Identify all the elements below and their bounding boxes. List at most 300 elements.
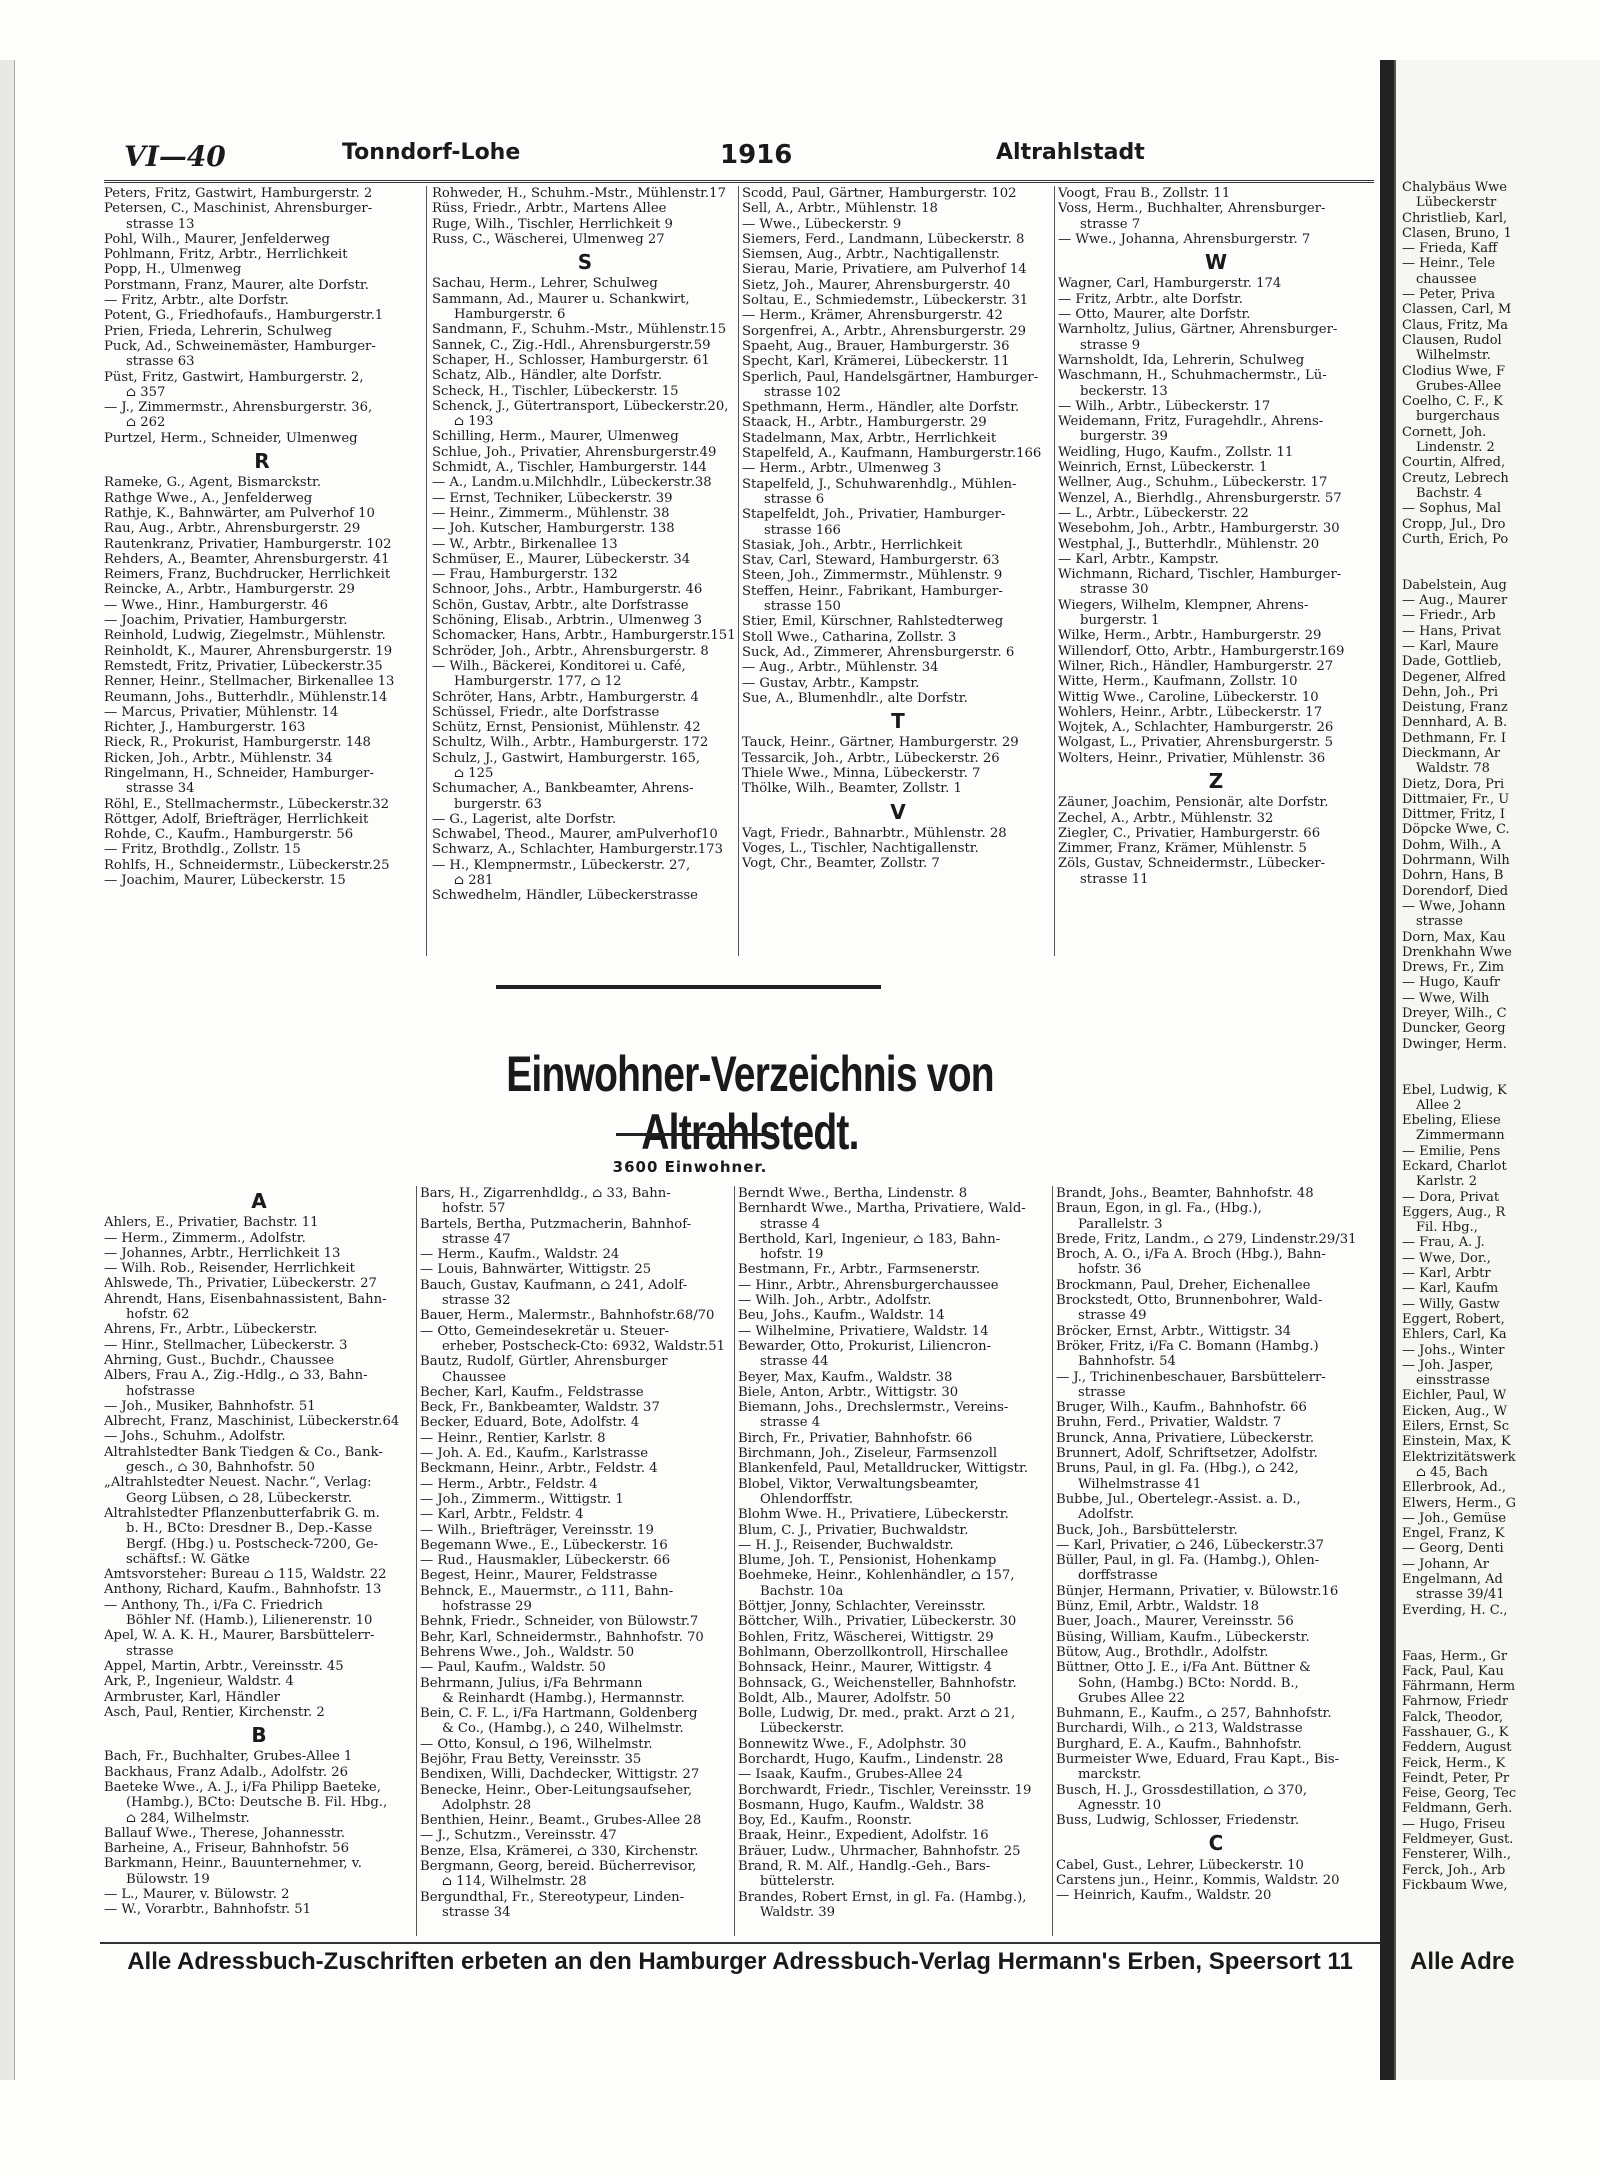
directory-entry: Sierau, Marie, Privatiere, am Pulverhof 14 (742, 262, 1027, 278)
directory-entry: Warnsholdt, Ida, Lehrerin, Schulweg (1058, 352, 1305, 368)
directory-entry: Sandmann, F., Schuhm.-Mstr., Mühlenstr.15 (432, 322, 727, 338)
directory-entry: Brand, R. M. Alf., Handlg.-Geh., Bars- (738, 1859, 991, 1875)
adjacent-entry: Fährmann, Herm (1402, 1679, 1516, 1695)
directory-entry: Sietz, Joh., Maurer, Ahrensburgerstr. 40 (742, 277, 1011, 293)
directory-entry: Wesebohm, Joh., Arbtr., Hamburgerstr. 30 (1058, 521, 1340, 537)
adjacent-entry: Ebel, Ludwig, K (1402, 1082, 1507, 1098)
adjacent-entry: Feddern, August (1402, 1740, 1512, 1756)
column-rule (1052, 1186, 1053, 1936)
directory-entry: Barkmann, Heinr., Bauunternehmer, v. (104, 1856, 362, 1872)
directory-entry: strasse 34 (126, 781, 195, 797)
directory-entry: — Hinr., Arbtr., Ahrensburgerchaussee (738, 1277, 999, 1293)
directory-entry: Ricken, Joh., Arbtr., Mühlenstr. 34 (104, 750, 333, 766)
directory-entry: Schilling, Herm., Maurer, Ulmenweg (432, 429, 679, 445)
directory-entry: Böttjer, Jonny, Schlachter, Vereinsstr. (738, 1599, 986, 1615)
directory-entry: Schöning, Elisab., Arbtrin., Ulmenweg 3 (432, 613, 703, 629)
directory-entry: Bohlmann, Oberzollkontroll, Hirschallee (738, 1644, 1009, 1660)
adjacent-entry: — Wwe, Wilh (1402, 990, 1490, 1006)
adjacent-entry (1402, 562, 1516, 577)
directory-entry: Bahnhofstr. 54 (1078, 1354, 1176, 1370)
directory-entry: Westphal, J., Butterhdlr., Mühlenstr. 20 (1058, 536, 1320, 552)
adjacent-entry: einsstrasse (1416, 1373, 1490, 1389)
directory-entry: Reinholdt, K., Maurer, Ahrensburgerstr. 19 (104, 643, 393, 659)
directory-entry: Schultz, Wilh., Arbtr., Hamburgerstr. 172 (432, 735, 709, 751)
adjacent-entry: Ehlers, Carl, Ka (1402, 1327, 1507, 1343)
top-column-1 (104, 186, 420, 966)
bottom-column-2 (420, 1186, 734, 1936)
adjacent-entry: — Aug., Maurer (1402, 593, 1508, 609)
directory-entry: Hamburgerstr. 6 (454, 307, 566, 323)
directory-entry: gesch., ⌂ 30, Bahnhofstr. 50 (126, 1460, 315, 1476)
adjacent-entry: Dwinger, Herm. (1402, 1036, 1507, 1052)
directory-entry: b. H., BCto: Dresdner B., Dep.-Kasse (126, 1521, 373, 1537)
directory-entry: Burmeister Wwe, Eduard, Frau Kapt., Bis- (1056, 1751, 1340, 1767)
directory-entry: Vagt, Friedr., Bahnarbtr., Mühlenstr. 28 (742, 825, 1007, 841)
directory-entry: Weinrich, Ernst, Lübeckerstr. 1 (1058, 460, 1268, 476)
directory-entry: Bohnsack, G., Weichensteller, Bahnhofstr. (738, 1675, 1017, 1691)
directory-entry: — Ernst, Techniker, Lübeckerstr. 39 (432, 490, 673, 506)
directory-entry: Beck, Fr., Bankbeamter, Waldstr. 37 (420, 1400, 660, 1416)
adjacent-entry: — Frieda, Kaff (1402, 241, 1498, 257)
directory-entry: Wolters, Heinr., Privatier, Mühlenstr. 36 (1058, 750, 1326, 766)
directory-entry: ⌂ 284, Wilhelmstr. (126, 1810, 250, 1826)
directory-entry: Schulz, J., Gastwirt, Hamburgerstr. 165, (432, 750, 701, 766)
directory-entry: Sammann, Ad., Maurer u. Schankwirt, (432, 291, 690, 307)
adjacent-entry: Elwers, Herm., G (1402, 1495, 1516, 1511)
directory-entry: Biele, Anton, Arbtr., Wittigstr. 30 (738, 1384, 959, 1400)
adjacent-entry: Dohrn, Hans, B (1402, 868, 1504, 884)
adjacent-entry: strasse (1416, 914, 1463, 930)
directory-entry: Bruns, Paul, in gl. Fa. (Hbg.), ⌂ 242, (1056, 1461, 1299, 1477)
title-underline (616, 1133, 776, 1136)
directory-entry: — H. J., Reisender, Buchwaldstr. (738, 1537, 954, 1553)
directory-entry: Blum, C. J., Privatier, Buchwaldstr. (738, 1522, 969, 1538)
adjacent-entry: Ferck, Joh., Arb (1402, 1862, 1506, 1878)
adjacent-entry: Feldmeyer, Gust. (1402, 1832, 1514, 1848)
scan-gutter-shadow (1380, 60, 1394, 2080)
directory-entry: Röhl, E., Stellmachermstr., Lübeckerstr.32 (104, 796, 389, 812)
adjacent-entry: Fensterer, Wilh., (1402, 1847, 1512, 1863)
directory-entry: Pohl, Wilh., Maurer, Jenfelderweg (104, 231, 330, 247)
directory-entry: — Heinr., Zimmerm., Mühlenstr. 38 (432, 505, 670, 521)
directory-entry: Sue, A., Blumenhdlr., alte Dorfstr. (742, 690, 968, 706)
directory-entry: Stapelfeld, A., Kaufmann, Hamburgerstr.166 (742, 446, 1042, 462)
directory-entry: — Karl, Privatier, ⌂ 246, Lübeckerstr.37 (1056, 1537, 1324, 1553)
directory-entry: Appel, Martin, Arbtr., Vereinsstr. 45 (104, 1658, 344, 1674)
adjacent-entry: — Dora, Privat (1402, 1189, 1500, 1205)
adjacent-entry: Courtin, Alfred, (1402, 455, 1506, 471)
directory-entry: Behr, Karl, Schneidermstr., Bahnhofstr. 70 (420, 1629, 704, 1645)
header-rule (104, 180, 1374, 183)
directory-entry: hofstr. 36 (1078, 1262, 1142, 1278)
adjacent-entry: Deistung, Franz (1402, 700, 1508, 716)
directory-entry: strasse 63 (126, 354, 195, 370)
directory-entry: — Fritz, Arbtr., alte Dorfstr. (104, 293, 289, 309)
directory-entry: Beckmann, Heinr., Arbtr., Feldstr. 4 (420, 1461, 658, 1477)
directory-entry: Ahlswede, Th., Privatier, Lübeckerstr. 27 (104, 1276, 377, 1292)
adjacent-entry: Dade, Gottlieb, (1402, 654, 1502, 670)
adjacent-entry: Feindt, Peter, Pr (1402, 1770, 1510, 1786)
directory-entry: — Frau, Hamburgerstr. 132 (432, 567, 618, 583)
directory-entry: Warnholtz, Julius, Gärtner, Ahrensburger- (1058, 322, 1338, 338)
directory-entry: Altrahlstedter Pflanzenbutterfabrik G. m. (104, 1505, 380, 1521)
directory-entry: Cabel, Gust., Lehrer, Lübeckerstr. 10 (1056, 1857, 1304, 1873)
directory-entry: Stav, Carl, Steward, Hamburgerstr. 63 (742, 553, 1000, 569)
adjacent-entry: Ebeling, Eliese (1402, 1113, 1501, 1129)
directory-entry: Voogt, Frau B., Zollstr. 11 (1058, 186, 1231, 201)
directory-entry: — G., Lagerist, alte Dorfstr. (432, 811, 617, 827)
adjacent-entry: — Wwe, Dor., (1402, 1250, 1491, 1266)
page-number: VI—40 (124, 140, 226, 173)
directory-entry: Petersen, C., Maschinist, Ahrensburger- (104, 201, 373, 217)
directory-entry: Popp, H., Ulmenweg (104, 262, 242, 278)
directory-entry: Bröker, Fritz, i/Fa C. Bomann (Hambg.) (1056, 1338, 1319, 1354)
directory-entry: — J., Trichinenbeschauer, Barsbüttelerr- (1056, 1369, 1326, 1385)
adjacent-entry: burgerchaus (1416, 409, 1500, 425)
directory-entry: — Louis, Bahnwärter, Wittigstr. 25 (420, 1262, 652, 1278)
directory-entry: Buer, Joach., Maurer, Vereinsstr. 56 (1056, 1614, 1294, 1630)
directory-entry: Büttner, Otto J. E., i/Fa Ant. Büttner & (1056, 1660, 1311, 1676)
directory-entry: Biemann, Johs., Drechslermstr., Vereins- (738, 1400, 1009, 1416)
column-rule (734, 1186, 735, 1936)
adjacent-entry: Fahrnow, Friedr (1402, 1694, 1509, 1710)
adjacent-entry: Clasen, Bruno, 1 (1402, 225, 1512, 241)
directory-entry: Sachau, Herm., Lehrer, Schulweg (432, 276, 658, 292)
adjacent-entry: ⌂ 45, Bach (1416, 1464, 1488, 1480)
directory-entry: erheber, Postscheck-Cto: 6932, Waldstr.51 (442, 1338, 726, 1354)
directory-entry: Sorgenfrei, A., Arbtr., Ahrensburgerstr. 29 (742, 323, 1026, 339)
adjacent-entry: Eilers, Ernst, Sc (1402, 1419, 1510, 1435)
directory-entry: Remstedt, Fritz, Privatier, Lübeckerstr.35 (104, 658, 383, 674)
directory-entry: Birchmann, Joh., Ziseleur, Farmsenzoll (738, 1446, 998, 1462)
column-rule (426, 186, 427, 956)
adjacent-entry: Engelmann, Ad (1402, 1572, 1503, 1588)
directory-entry: — W., Arbtr., Birkenallee 13 (432, 536, 618, 552)
directory-entry: Spethmann, Herm., Händler, alte Dorfstr. (742, 400, 1020, 416)
directory-entry: Schwarz, A., Schlachter, Hamburgerstr.173 (432, 842, 723, 858)
directory-entry: — Heinr., Rentier, Karlstr. 8 (420, 1430, 606, 1446)
directory-entry: — Fritz, Arbtr., alte Dorfstr. (1058, 291, 1243, 307)
directory-entry: Röttger, Adolf, Briefträger, Herrlichkeit (104, 811, 369, 827)
directory-entry: strasse 49 (1078, 1308, 1147, 1324)
adjacent-entry: Eggers, Aug., R (1402, 1204, 1506, 1220)
directory-entry: Puck, Ad., Schweinemäster, Hamburger- (104, 338, 376, 354)
directory-entry: marckstr. (1078, 1767, 1142, 1783)
adjacent-entry: Wilhelmstr. (1416, 348, 1491, 364)
directory-entry: Voss, Herm., Buchhalter, Ahrensburger- (1058, 201, 1326, 217)
directory-entry: — J., Schutzm., Vereinsstr. 47 (420, 1828, 617, 1844)
directory-entry: Benecke, Heinr., Ober-Leitungsaufseher, (420, 1782, 693, 1798)
directory-entry: Bergmann, Georg, bereid. Bücherrevisor, (420, 1859, 697, 1875)
adjacent-entry: Fil. Hbg., (1416, 1220, 1478, 1236)
directory-entry: Wenzel, A., Bierhdlg., Ahrensburgerstr. 57 (1058, 490, 1342, 506)
directory-entry: strasse 47 (442, 1231, 511, 1247)
directory-entry: strasse 44 (760, 1354, 829, 1370)
directory-entry: — Wilh. Joh., Arbtr., Adolfstr. (738, 1293, 932, 1309)
directory-entry: Purtzel, Herm., Schneider, Ulmenweg (104, 430, 358, 446)
adjacent-page-footer: Alle Adre (1410, 1948, 1515, 1975)
directory-entry: Borchwardt, Friedr., Tischler, Vereinsstr. 19 (738, 1782, 1032, 1798)
directory-entry: Prien, Frieda, Lehrerin, Schulweg (104, 323, 332, 339)
directory-entry: Brede, Fritz, Landm., ⌂ 279, Lindenstr.29/31 (1056, 1231, 1357, 1247)
adjacent-entry: — Georg, Denti (1402, 1541, 1504, 1557)
directory-entry: Behnk, Friedr., Schneider, von Bülowstr.7 (420, 1614, 699, 1630)
directory-entry: Rehders, A., Beamter, Ahrensburgerstr. 41 (104, 551, 390, 567)
directory-entry: Schomacker, Hans, Arbtr., Hamburgerstr.151 (432, 628, 736, 644)
directory-entry: — H., Klempnermstr., Lübeckerstr. 27, (432, 857, 691, 873)
section-separator (496, 985, 881, 989)
directory-entry: Siemers, Ferd., Landmann, Lübeckerstr. 8 (742, 231, 1025, 247)
adjacent-entry: Fasshauer, G., K (1402, 1724, 1509, 1740)
directory-entry: strasse 7 (1080, 216, 1141, 232)
directory-entry: schäftsf.: W. Gätke (126, 1551, 250, 1567)
directory-entry: Wilner, Rich., Händler, Hamburgerstr. 27 (1058, 658, 1334, 674)
directory-entry: Bergf. (Hbg.) u. Postscheck-7200, Ge- (126, 1536, 379, 1552)
directory-entry: Schatz, Alb., Händler, alte Dorfstr. (432, 368, 662, 384)
directory-entry: Rohweder, H., Schuhm.-Mstr., Mühlenstr.17 (432, 186, 726, 201)
directory-entry: Bohnsack, Heinr., Maurer, Wittigstr. 4 (738, 1660, 993, 1676)
adjacent-entry (1402, 1067, 1516, 1082)
directory-entry: Pohlmann, Fritz, Arbtr., Herrlichkeit (104, 247, 348, 263)
directory-entry: — L., Arbtr., Lübeckerstr. 22 (1058, 505, 1249, 521)
footer-notice: Alle Adressbuch-Zuschriften erbeten an den Hamburger Adressbuch-Verlag Hermann's Erben, Speersort 11 (127, 1948, 1353, 1975)
directory-entry: Schlue, Joh., Privatier, Ahrensburgerstr.49 (432, 444, 717, 460)
adjacent-entry: Dennhard, A. B. (1402, 715, 1508, 731)
letter-heading: S (577, 250, 593, 275)
directory-entry: strasse 9 (1080, 337, 1141, 353)
adjacent-entry: Dittmaier, Fr., U (1402, 791, 1510, 807)
adjacent-entry: chaussee (1416, 271, 1477, 287)
directory-entry: Püst, Fritz, Gastwirt, Hamburgerstr. 2, (104, 369, 364, 385)
directory-entry: Bergundthal, Fr., Stereotypeur, Linden- (420, 1889, 685, 1905)
directory-entry: Busch, H. J., Grossdestillation, ⌂ 370, (1056, 1782, 1308, 1798)
directory-entry: Borchardt, Hugo, Kaufm., Lindenstr. 28 (738, 1751, 1004, 1767)
directory-entry: Apel, W. A. K. H., Maurer, Barsbüttelerr- (104, 1628, 375, 1644)
directory-entry: Rau, Aug., Arbtr., Ahrensburgerstr. 29 (104, 521, 361, 537)
directory-entry: Boy, Ed., Kaufm., Roonstr. (738, 1813, 912, 1829)
directory-entry: Beyer, Max, Kaufm., Waldstr. 38 (738, 1369, 953, 1385)
directory-entry: Ohlendorffstr. (760, 1491, 853, 1507)
directory-entry: Wagner, Carl, Hamburgerstr. 174 (1058, 276, 1282, 292)
directory-entry: burgerstr. 63 (454, 796, 542, 812)
directory-entry: — Wilh., Arbtr., Lübeckerstr. 17 (1058, 398, 1271, 414)
letter-heading: V (890, 799, 906, 824)
directory-entry: strasse 4 (760, 1415, 821, 1431)
directory-entry: Ziegler, C., Privatier, Hamburgerstr. 66 (1058, 825, 1321, 841)
directory-entry: Rathge Wwe., A., Jenfelderweg (104, 490, 313, 506)
adjacent-entry: Karlstr. 2 (1416, 1174, 1478, 1190)
directory-entry: Parallelstr. 3 (1078, 1216, 1163, 1232)
directory-entry: Brunck, Anna, Privatiere, Lübeckerstr. (1056, 1430, 1315, 1446)
adjacent-entry: Dittmer, Fritz, I (1402, 807, 1505, 823)
directory-entry: Grubes Allee 22 (1078, 1690, 1186, 1706)
directory-entry: hofstr. 57 (442, 1201, 506, 1217)
adjacent-entry: Dabelstein, Aug (1402, 577, 1507, 593)
directory-entry: Bauch, Gustav, Kaufmann, ⌂ 241, Adolf- (420, 1277, 688, 1293)
page-header (100, 140, 1370, 180)
directory-entry: — Otto, Konsul, ⌂ 196, Wilhelmstr. (420, 1736, 653, 1752)
directory-entry: Staack, H., Arbtr., Hamburgerstr. 29 (742, 415, 987, 431)
directory-entry: Buck, Joh., Barsbüttelerstr. (1056, 1522, 1238, 1538)
directory-entry: strasse 4 (760, 1216, 821, 1232)
adjacent-entry: — Peter, Priva (1402, 287, 1496, 303)
directory-entry: Bruger, Wilh., Kaufm., Bahnhofstr. 66 (1056, 1400, 1307, 1416)
directory-entry: — Isaak, Kaufm., Grubes-Allee 24 (738, 1767, 963, 1783)
directory-entry: Ahlers, E., Privatier, Bachstr. 11 (104, 1215, 319, 1231)
adjacent-entry: Dorendorf, Died (1402, 883, 1509, 899)
directory-entry: Soltau, E., Schmiedemstr., Lübeckerstr. 31 (742, 293, 1029, 309)
directory-entry: Sperlich, Paul, Handelsgärtner, Hamburger- (742, 369, 1039, 385)
directory-entry: Bauer, Herm., Malermstr., Bahnhofstr.68/70 (420, 1308, 715, 1324)
adjacent-entry: — Friedr., Arb (1402, 608, 1496, 624)
adjacent-entry: strasse 39/41 (1416, 1587, 1505, 1603)
directory-entry: Waschmann, H., Schuhmachermstr., Lü- (1058, 368, 1327, 384)
directory-entry: Bräuer, Ludw., Uhrmacher, Bahnhofstr. 25 (738, 1843, 1021, 1859)
adjacent-entry: Falck, Theodor, (1402, 1709, 1504, 1725)
adjacent-entry: Clausen, Rudol (1402, 332, 1502, 348)
directory-entry: Behnck, E., Mauermstr., ⌂ 111, Bahn- (420, 1583, 674, 1599)
adjacent-entry: — Frau, A. J. (1402, 1235, 1485, 1251)
adjacent-entry: — Karl, Kaufm (1402, 1281, 1499, 1297)
bottom-column-1 (104, 1186, 414, 1936)
letter-heading: W (1204, 250, 1228, 275)
directory-entry: — Karl, Arbtr., Feldstr. 4 (420, 1507, 584, 1523)
directory-entry: hofstr. 62 (126, 1307, 190, 1323)
adjacent-page-column (1402, 180, 1516, 1893)
adjacent-entry: — Wwe, Johann (1402, 898, 1506, 914)
directory-entry: (Hambg.), BCto: Deutsche B. Fil. Hbg., (126, 1795, 388, 1811)
directory-entry: Schön, Gustav, Arbtr., alte Dorfstrasse (432, 597, 689, 613)
directory-entry: Schröter, Hans, Arbtr., Hamburgerstr. 4 (432, 689, 699, 705)
directory-entry: Buss, Ludwig, Schlosser, Friedenstr. (1056, 1813, 1300, 1829)
directory-entry: Bestmann, Fr., Arbtr., Farmsenerstr. (738, 1262, 981, 1278)
directory-entry: Boehmeke, Heinr., Kohlenhändler, ⌂ 157, (738, 1568, 1015, 1584)
directory-entry: — W., Vorarbtr., Bahnhofstr. 51 (104, 1902, 312, 1918)
directory-entry: Albrecht, Franz, Maschinist, Lübeckerstr.64 (104, 1414, 400, 1430)
directory-entry: Siemsen, Aug., Arbtr., Nachtigallenstr. (742, 247, 1000, 263)
adjacent-entry: Curth, Erich, Po (1402, 531, 1509, 547)
directory-entry: Blankenfeld, Paul, Metalldrucker, Wittigstr. (738, 1461, 1028, 1477)
letter-heading: A (251, 1189, 267, 1213)
directory-entry: Wolgast, L., Privatier, Ahrensburgerstr. 5 (1058, 735, 1334, 751)
directory-entry: Bubbe, Jul., Obertelegr.-Assist. a. D., (1056, 1491, 1301, 1507)
footer-rule (100, 1942, 1380, 1944)
directory-entry: Büller, Paul, in gl. Fa. (Hambg.), Ohlen- (1056, 1553, 1320, 1569)
directory-entry: Broch, A. O., i/Fa A. Broch (Hbg.), Bahn- (1056, 1247, 1326, 1263)
directory-entry: Becker, Eduard, Bote, Adolfstr. 4 (420, 1415, 640, 1431)
directory-entry: strasse 150 (764, 599, 841, 615)
directory-entry: Bünz, Emil, Arbtr., Waldstr. 18 (1056, 1599, 1259, 1615)
directory-entry: Ballauf Wwe., Therese, Johannesstr. (104, 1825, 346, 1841)
directory-entry: Wohlers, Heinr., Arbtr., Lübeckerstr. 17 (1058, 704, 1323, 720)
directory-entry: Bartels, Bertha, Putzmacherin, Bahnhof- (420, 1216, 692, 1232)
adjacent-entry: Christlieb, Karl, (1402, 210, 1508, 226)
adjacent-entry: Dohrmann, Wilh (1402, 853, 1510, 869)
directory-entry: — Otto, Gemeindesekretär u. Steuer- (420, 1323, 670, 1339)
directory-entry: Berthold, Karl, Ingenieur, ⌂ 183, Bahn- (738, 1231, 1001, 1247)
directory-entry: Anthony, Richard, Kaufm., Bahnhofstr. 13 (104, 1582, 382, 1598)
directory-entry: — Joh., Musiker, Bahnhofstr. 51 (104, 1398, 316, 1414)
directory-entry: Weidling, Hugo, Kaufm., Zollstr. 11 (1058, 444, 1294, 460)
directory-entry: Bein, C. F. L., i/Fa Hartmann, Goldenberg (420, 1706, 698, 1722)
adjacent-entry: — Willy, Gastw (1402, 1296, 1500, 1312)
directory-entry: Zäuner, Joachim, Pensionär, alte Dorfstr. (1058, 795, 1329, 811)
directory-entry: — J., Zimmermstr., Ahrensburgerstr. 36, (104, 400, 373, 416)
adjacent-entry (1402, 1633, 1516, 1648)
directory-entry: — Herm., Krämer, Ahrensburgerstr. 42 (742, 308, 1003, 324)
directory-entry: ⌂ 193 (454, 414, 494, 430)
directory-entry: Thölke, Wilh., Beamter, Zollstr. 1 (742, 781, 962, 797)
directory-entry: Suck, Ad., Zimmerer, Ahrensburgerstr. 6 (742, 644, 1015, 660)
directory-entry: — Aug., Arbtr., Mühlenstr. 34 (742, 660, 939, 676)
directory-entry: Wichmann, Richard, Tischler, Hamburger- (1058, 567, 1342, 583)
adjacent-entry: — Johs., Winter (1402, 1342, 1505, 1358)
adjacent-entry: Feise, Georg, Tec (1402, 1786, 1517, 1802)
adjacent-entry (1402, 1052, 1516, 1067)
adjacent-entry: Chalybäus Wwe (1402, 180, 1508, 195)
directory-entry: Ark, P., Ingenieur, Waldstr. 4 (104, 1674, 294, 1690)
directory-entry: — Johannes, Arbtr., Herrlichkeit 13 (104, 1245, 341, 1261)
adjacent-entry: Feldmann, Gerh. (1402, 1801, 1513, 1817)
directory-entry: büttelerstr. (760, 1874, 835, 1890)
directory-entry: — Wwe., Lübeckerstr. 9 (742, 216, 902, 232)
directory-entry: Sohn, (Hambg.) BCto: Nordd. B., (1078, 1675, 1299, 1691)
directory-entry: Burghard, E. A., Kaufm., Bahnhofstr. (1056, 1736, 1302, 1752)
directory-entry: strasse 32 (442, 1293, 511, 1309)
directory-entry: Benthien, Heinr., Beamt., Grubes-Allee 28 (420, 1813, 702, 1829)
directory-entry: Stoll Wwe., Catharina, Zollstr. 3 (742, 629, 957, 645)
directory-entry: Tessarcik, Joh., Arbtr., Lübeckerstr. 26 (742, 750, 1000, 766)
directory-entry: Stier, Emil, Kürschner, Rahlstedterweg (742, 614, 1004, 630)
adjacent-entry: Creutz, Lebrech (1402, 470, 1509, 486)
adjacent-entry: — Hugo, Friseu (1402, 1816, 1506, 1832)
adjacent-entry: Dohm, Wilh., A (1402, 837, 1501, 853)
directory-entry: Adolphstr. 28 (442, 1797, 532, 1813)
directory-entry: Brockstedt, Otto, Brunnenbohrer, Wald- (1056, 1293, 1323, 1309)
directory-entry: Bachstr. 10a (760, 1583, 844, 1599)
top-column-4 (1058, 186, 1374, 966)
directory-entry: Agnesstr. 10 (1078, 1797, 1162, 1813)
adjacent-entry: Elektrizitätswerk (1402, 1449, 1516, 1465)
adjacent-entry (1402, 1618, 1516, 1633)
directory-entry: — Herm., Arbtr., Ulmenweg 3 (742, 461, 942, 477)
adjacent-entry: Everding, H. C., (1402, 1602, 1508, 1618)
directory-entry: — Joh. A. Ed., Kaufm., Karlstrasse (420, 1446, 649, 1462)
directory-entry: — Karl, Arbtr., Kampstr. (1058, 551, 1219, 567)
adjacent-entry: Ellerbrook, Ad., (1402, 1480, 1507, 1496)
directory-entry: Berndt Wwe., Bertha, Lindenstr. 8 (738, 1186, 968, 1201)
directory-entry: Benze, Elsa, Krämerei, ⌂ 330, Kirchenstr. (420, 1843, 699, 1859)
directory-entry: Schmidt, A., Tischler, Hamburgerstr. 144 (432, 460, 707, 476)
directory-entry: Amtsvorsteher: Bureau ⌂ 115, Waldstr. 22 (104, 1567, 387, 1583)
column-rule (416, 1186, 417, 1936)
directory-entry: — Wwe., Hinr., Hamburgerstr. 46 (104, 597, 328, 613)
column-rule (1054, 186, 1055, 956)
directory-entry: Wilke, Herm., Arbtr., Hamburgerstr. 29 (1058, 628, 1322, 644)
directory-entry: „Altrahlstedter Neuest. Nachr.“, Verlag: (104, 1475, 372, 1491)
directory-entry: — Joh. Kutscher, Hamburgerstr. 138 (432, 521, 675, 537)
directory-entry: Steffen, Heinr., Fabrikant, Hamburger- (742, 583, 1003, 599)
directory-entry: — Hinr., Stellmacher, Lübeckerstr. 3 (104, 1337, 348, 1353)
directory-entry: Schumacher, A., Bankbeamter, Ahrens- (432, 781, 694, 797)
directory-entry: Bonnewitz Wwe., F., Adolphstr. 30 (738, 1736, 967, 1752)
directory-entry: burgerstr. 1 (1080, 613, 1160, 629)
directory-entry: — Rud., Hausmakler, Lübeckerstr. 66 (420, 1553, 671, 1569)
directory-entry: Renner, Heinr., Stellmacher, Birkenallee 13 (104, 674, 395, 690)
directory-entry: Birch, Fr., Privatier, Bahnhofstr. 66 (738, 1430, 973, 1446)
directory-entry: strasse 34 (442, 1904, 511, 1920)
directory-entry: Carstens jun., Heinr., Kommis, Waldstr. 20 (1056, 1873, 1340, 1889)
